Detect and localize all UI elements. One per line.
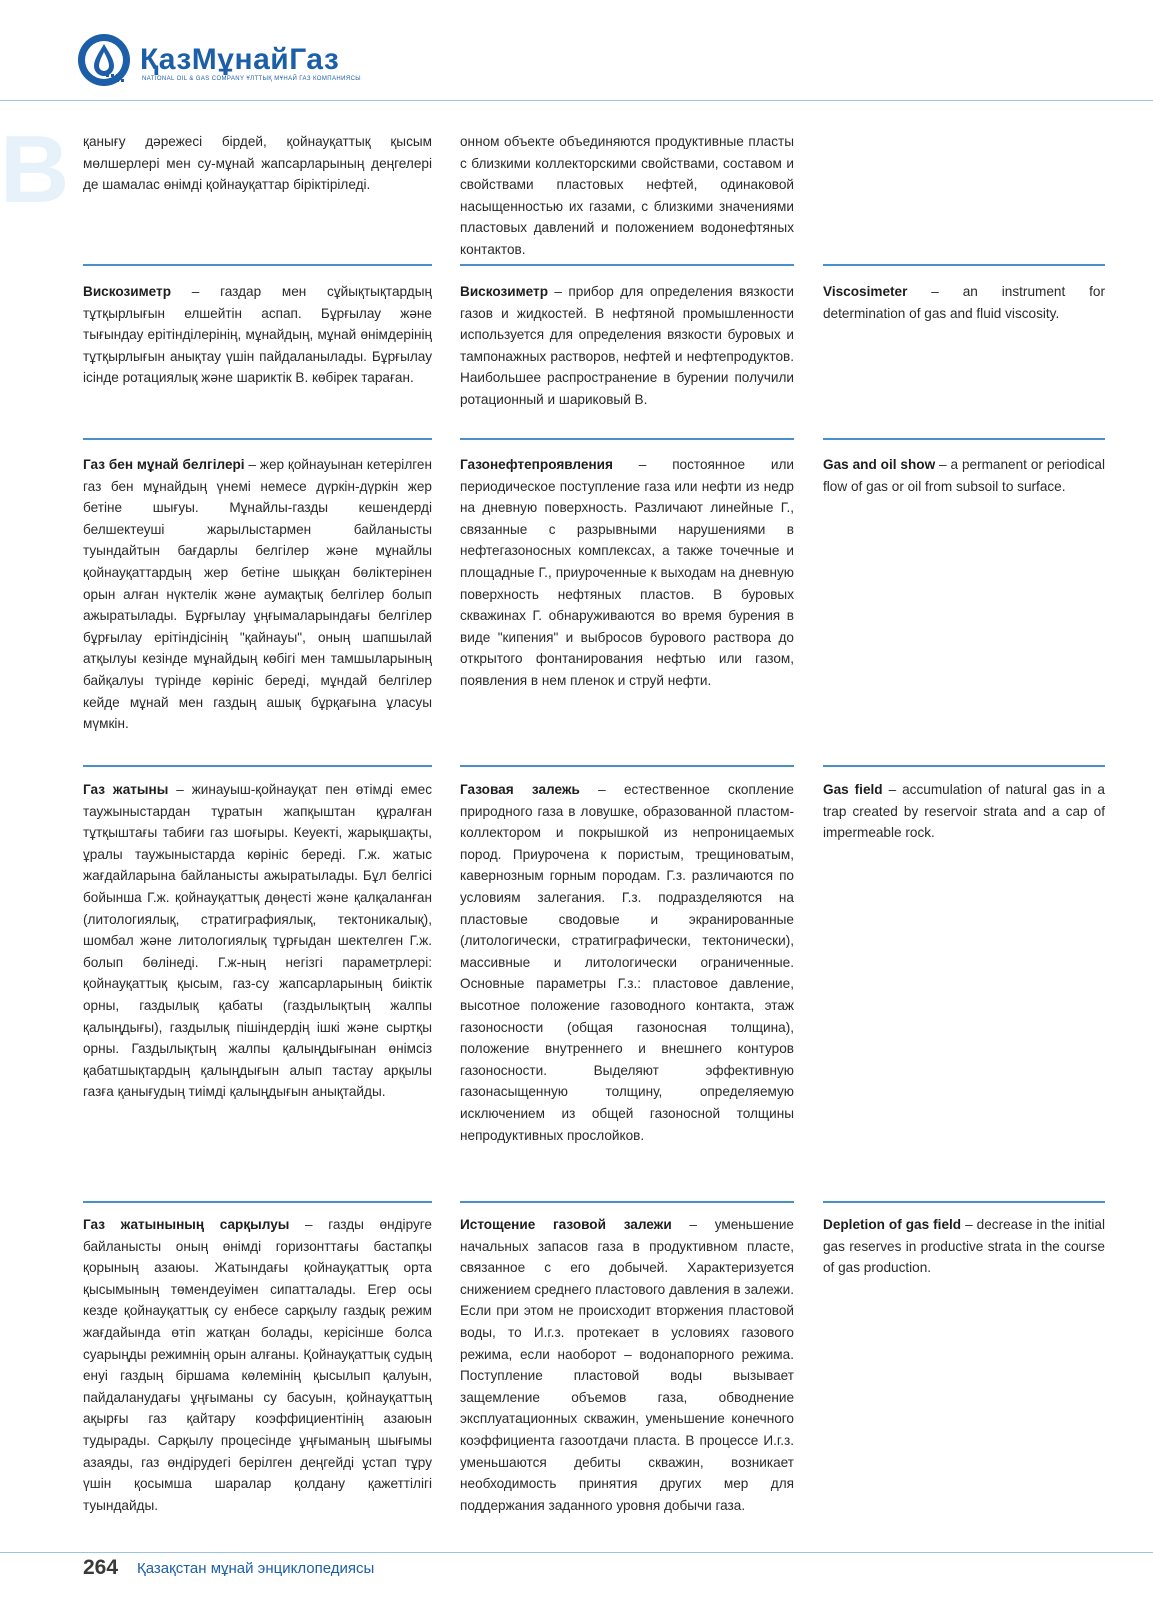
russian-term: Газовая залежь: [460, 782, 580, 797]
kazakh-text: Вискозиметр – газдар мен сұйықтықтардың тұтқырлығын елшейтін аспап. Бұрғылау және тығындау ерітінділерінің, мұнайдың, мұнай өнімдерінің тұтқырлығын анықтау үшін пайдаланылады. Бұрғылау ісінде ротациялық және шариктік В. көбірек тараған.: [83, 284, 432, 386]
english-text: Gas and oil show – a permanent or periodical flow of gas or oil from subsoil to surface.: [823, 457, 1106, 494]
kazakh-term: Вискозиметр: [83, 284, 171, 299]
section-letter: В: [0, 116, 70, 223]
divider: [83, 1201, 432, 1203]
kazakh-text: Газ бен мұнай белгілері – жер қойнауынан кетерілген газ бен мұнайдың үнемі немесе дүркін-дүркін жер бетіне шығуы. Мұнайлы-газды кешендерді белшектеуші жарылыстармен байланысты туындайтын бағдарлы белгілер және мұнайлы қойнауқаттардың жер бетіне шыққан бөліктерінен орын алған нүктелік және аумақтық белгілер болып ажыратылады. Бұрғылау ұңғымаларындағы белгілер бұрғылау ерітіндісінің "қайнауы", оның шапшылай атқылуы кезінде мұнайдың көбігі мен тамшыларының байқалуы түрінде көрініс береді, мұндай белгілер кейде мұнай мен газдың ашық бұрқағына ұласуы мүмкін.: [83, 457, 432, 732]
page-header: [0, 0, 1153, 102]
kazakh-text: Газ жатынының сарқылуы – газды өндіруге байланысты оның өнімді горизонттағы бастапқы қорының азаюы. Жатындағы қойнауқаттық орта қысымының төмендеуімен сипатталады. Егер осы кезде қойнауқаттық су енбесе сарқылу газдық режим жағдайында өтіп жатқан болады, керісінше болса суарыңды режимнің орын алғаны. Қойнауқаттық судың енуі газдың біршама көлемінің қысылып қалуын, пайдаланудағы ұңғыманы су басуын, қойнауқаттың ақырғы газ қайтару коэффициентінің азаюын тудырады. Сарқылу процесінде ұңғыманың шығымы азаяды, газ өндірудегі берілген деңгейді ұстап тұру үшін қосымша шаралар қолдану қажеттілігі туындайды.: [83, 1217, 432, 1513]
kazakh-term: Газ жатыны: [83, 782, 169, 797]
russian-term: Газонефтепроявления: [460, 457, 613, 472]
page-number: 264: [83, 1556, 119, 1579]
kazmunaygaz-logo-icon: [76, 32, 132, 88]
divider: [460, 1201, 794, 1203]
kazakh-term: Газ бен мұнай белгілері: [83, 457, 245, 472]
footer-rule: [0, 1552, 1153, 1553]
divider: [460, 438, 794, 440]
logo-name: ҚазМұнайГаз: [140, 43, 340, 76]
kazakh-text: Газ жатыны – жинауыш-қойнауқат пен өтімді емес таужыныстардан тұратын жапқыштан құралған тұтқыштағы табиғи газ шоғыры. Кеуекті, жарықшақты, ұралы таужыныстарда көрініс береді. Г.ж. жатыс жағдайларына байланысты ажыратылады. Бұл белгісі бойынша Г.ж. қойнауқаттық дөңесті және қалқаланған (литологиялық, стратиграфиялық, тектоникалық), шомбал және литологиялық тұрғыдан шектелген Г.ж. болып бөлінеді. Г.ж-ның негізгі параметрлері: қойнауқаттық қысым, газ-су жапсарларының биіктік орны, газдылық қабаты (газдылықтың жалпы қалыңдығы), газдылық пішіндердің ішкі және сыртқы орны. Газдылықтың жалпы қалыңдығынан өнімсіз қабатшықтардың қалыңдығын алып тастау арқылы газға қанығудың тиімді қалыңдығын анықтайды.: [83, 782, 432, 1100]
russian-text: Истощение газовой залежи – уменьшение начальных запасов газа в продуктивном пласте, связанное с его добычей. Характеризуется снижением среднего пластового давления в залежи. Если при этом не происходит вторжения пластовой воды, то И.г.з. протекает в условиях газового режима, если наоборот – водонапорного режима. Поступление пластовой воды вызывает защемление объемов газа, обводнение эксплуатационных скважин, уменьшение конечного коэффициента газоотдачи пласта. В процессе И.г.з. уменьшаются дебиты скважин, возникает необходимость принятия других мер для поддержания заданного уровня добычи газа.: [460, 1217, 794, 1513]
russian-text: Газонефтепроявления – постоянное или периодическое поступление газа или нефти из недр на дневную поверхность. Различают линейные Г., связанные с разрывными нарушениями в нефтегазоносных комплексах, а также точечные и площадные Г., приуроченные к выходам на дневную поверхность нефтяных пластов. В буровых скважинах Г. обнаруживаются во время бурения в виде "кипения" и выбросов бурового раствора до открытого фонтанирования нефтью или газом, появления в нем пленок и струй нефти.: [460, 457, 794, 688]
divider: [823, 1201, 1105, 1203]
header-rule: [0, 100, 1153, 101]
divider: [460, 264, 794, 266]
divider: [823, 264, 1105, 266]
russian-text: онном объекте объединяются продуктивные пласты с близкими коллекторскими свойствами, составом и свойствами пластовых нефтей, одинаковой насыщенностью их газами, с близкими значениями пластовых давлений и положением водонефтяных контактов.: [460, 134, 794, 257]
english-term: Viscosimeter: [823, 284, 908, 299]
logo-subtitle: NATIONAL OIL & GAS COMPANY ҰЛТТЫҚ МҰНАЙ ГАЗ КОМПАНИЯСЫ: [142, 76, 362, 82]
book-title: Қазақстан мұнай энциклопедиясы: [137, 1560, 375, 1577]
kazakh-term: Газ жатынының сарқылуы: [83, 1217, 290, 1232]
english-text: Depletion of gas field – decrease in the initial gas reserves in productive strata in the course of gas production.: [823, 1217, 1105, 1276]
english-text: Viscosimeter – an instrument for determination of gas and fluid viscosity.: [823, 284, 1105, 321]
russian-term: Вискозиметр: [460, 284, 548, 299]
divider: [823, 438, 1105, 440]
english-term: Gas and oil show: [823, 457, 936, 472]
english-term: Depletion of gas field: [823, 1217, 962, 1232]
english-term: Gas field: [823, 782, 883, 797]
russian-term: Истощение газовой залежи: [460, 1217, 672, 1232]
russian-text: Вискозиметр – прибор для определения вязкости газов и жидкостей. В нефтяной промышленности используется для определения вязкости буровых и тампонажных растворов, нефтей и нефтепродуктов. Наибольшее распространение в бурении получили ротационный и шариковый В.: [460, 284, 794, 407]
divider: [460, 765, 794, 767]
kazakh-text: қанығу дәрежесі бірдей, қойнауқаттық қысым мөлшерлері мен су-мұнай жапсарларының деңгелері де шамалас өнімді қойнауқаттар біріктіріледі.: [83, 134, 432, 193]
english-text: Gas field – accumulation of natural gas in a trap created by reservoir strata and a cap of impermeable rock.: [823, 782, 1105, 841]
russian-text: Газовая залежь – естественное скопление природного газа в ловушке, образованной пластом-коллектором и покрышкой из непроницаемых пород. Приурочена к пористым, трещиноватым, кавернозным горным породам. Г.з. различаются по условиям залегания. Г.з. подразделяются на пластовые сводовые и экранированные (литологически, стратиграфически, тектонически), массивные и литологически ограниченные. Основные параметры Г.з.: пластовое давление, высотное положение газоводного контакта, этаж газоносности (общая газоносная толщина), положение внутреннего и внешнего контуров газоносности. Выделяют эффективную газонасыщенную толщину, определяемую исключением из общей газоносной толщины непродуктивных прослойков.: [460, 782, 794, 1143]
divider: [823, 765, 1105, 767]
divider: [83, 438, 432, 440]
divider: [83, 765, 432, 767]
divider: [83, 264, 432, 266]
